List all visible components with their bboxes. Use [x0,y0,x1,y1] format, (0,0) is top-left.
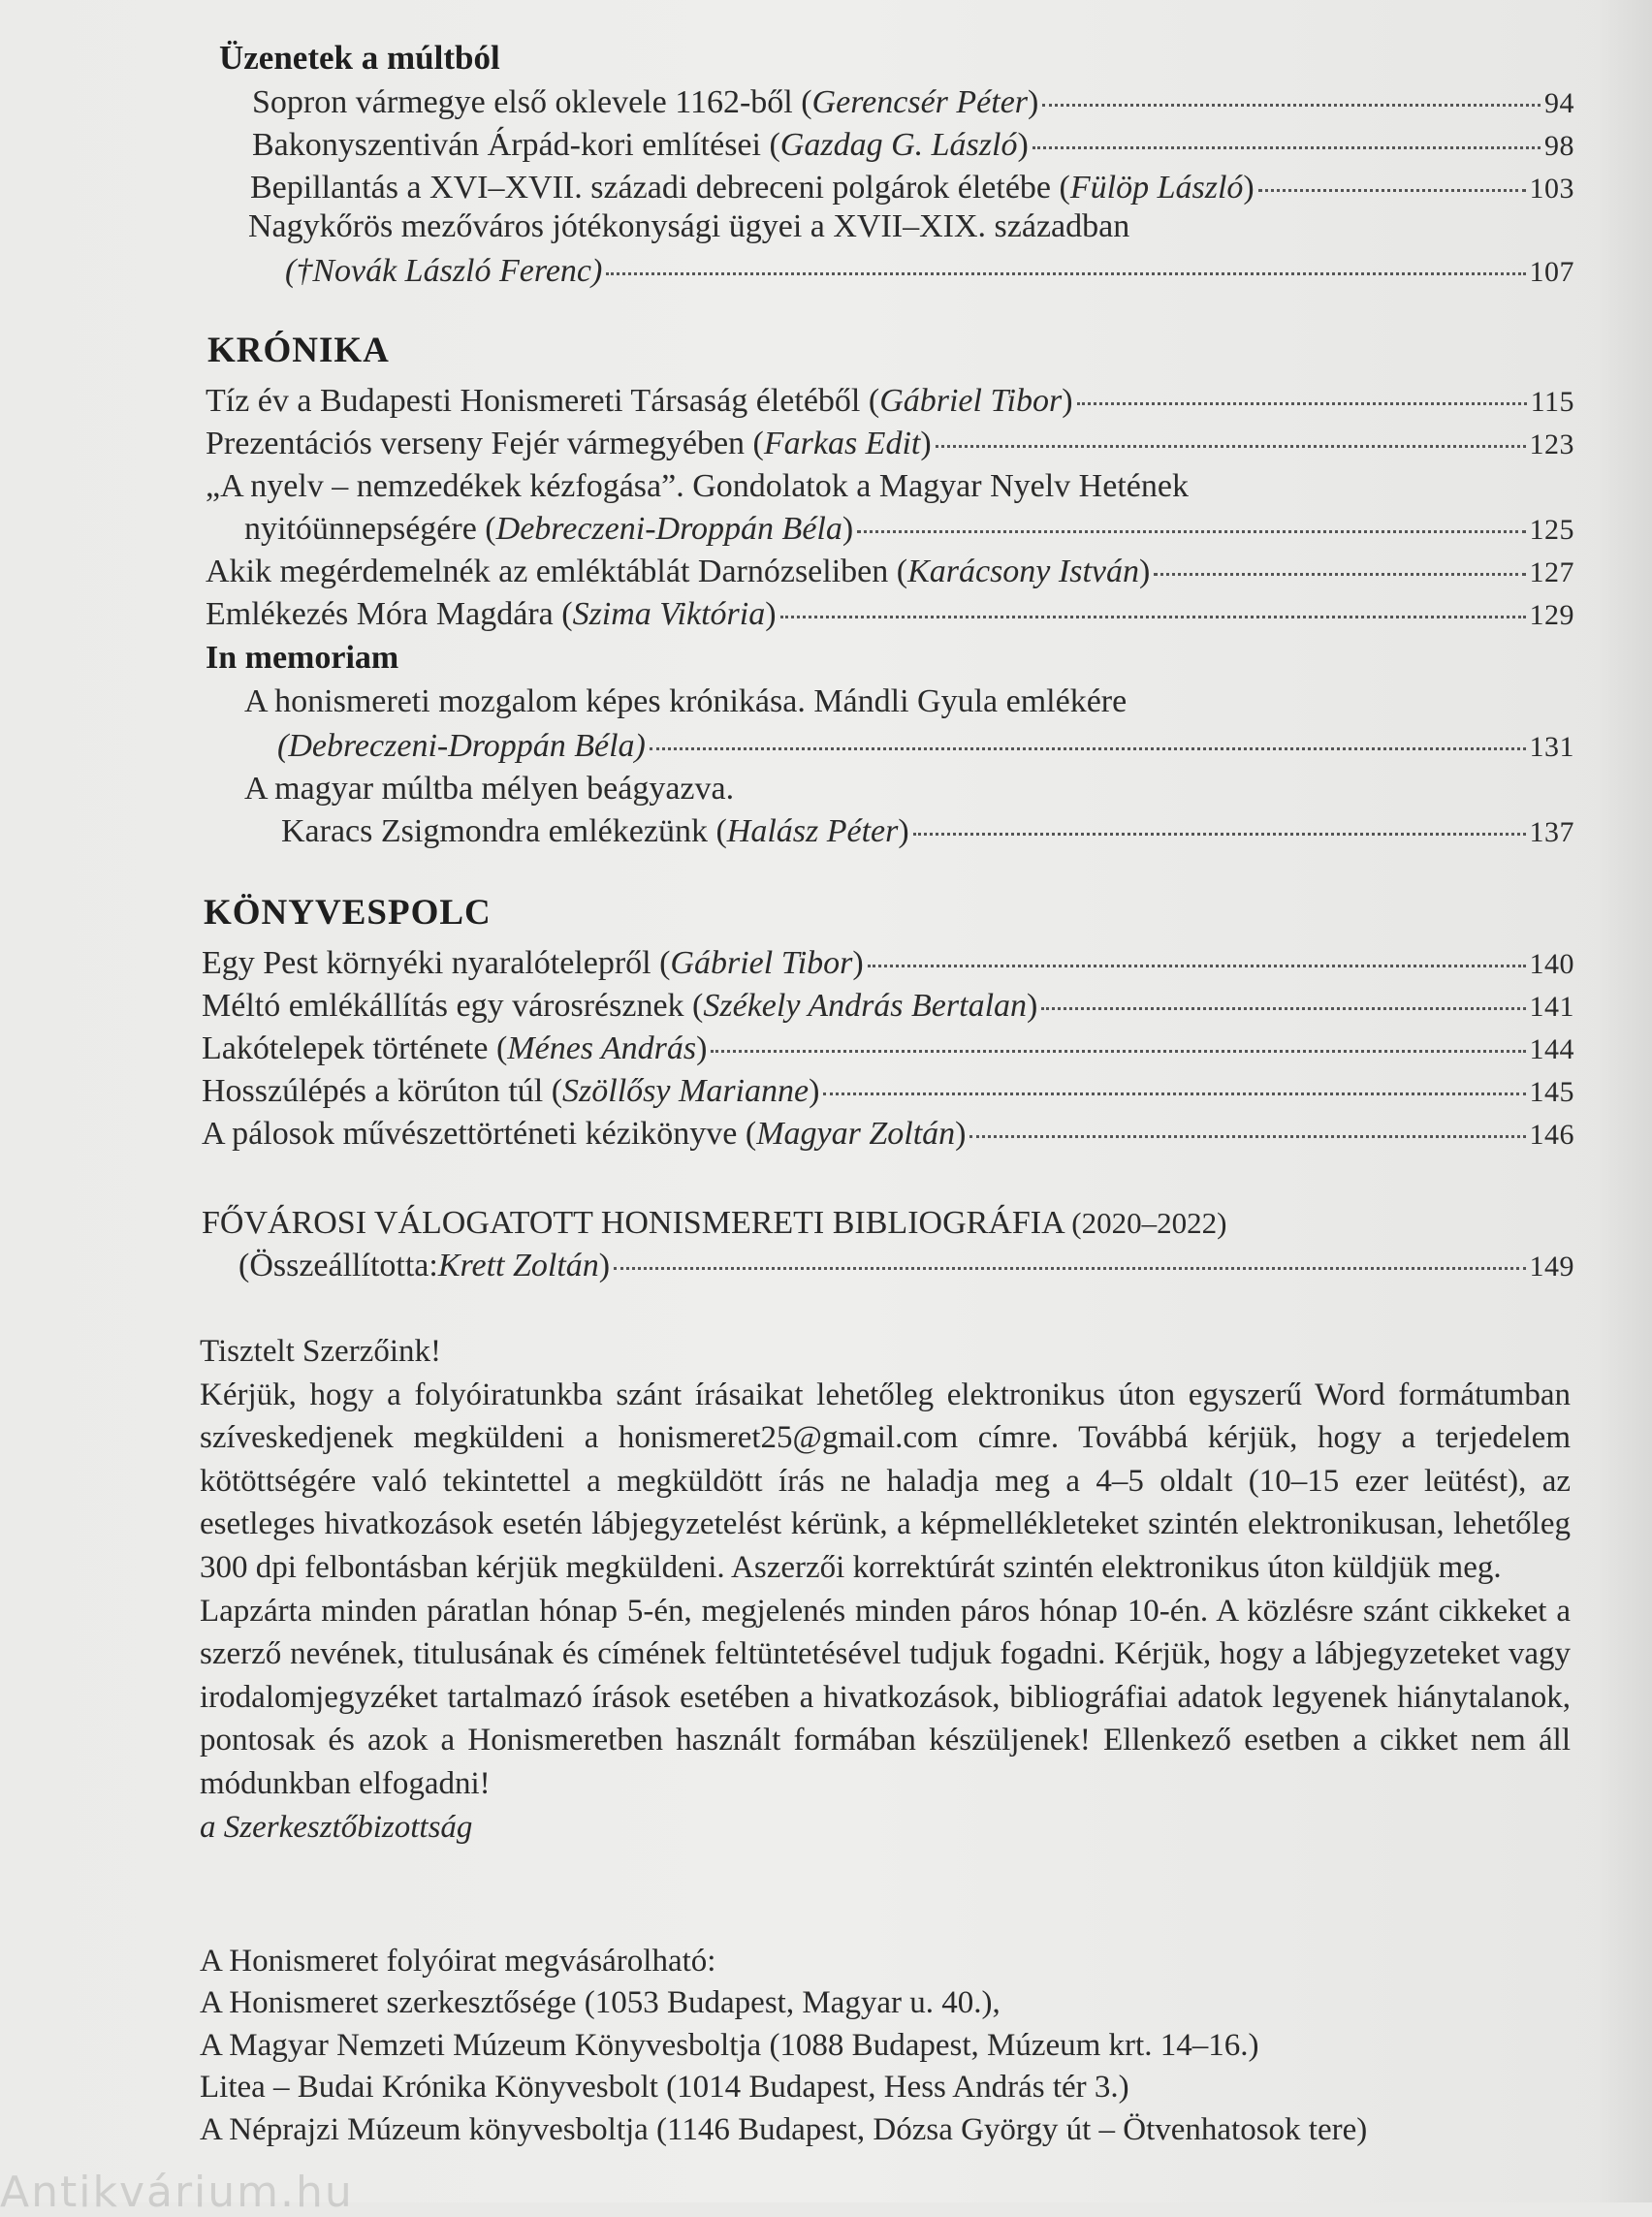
purchase-intro: A Honismeret folyóirat megvásárolható: [200,1944,716,1979]
purchase-place: A Néprajzi Múzeum könyvesboltja (1146 Budapest, Dózsa György út – Ötvenhatosok tere) [200,2111,1368,2147]
page-number: 94 [1544,87,1574,119]
toc-entry[interactable] [202,1028,1574,1071]
entry-close: ) [898,813,909,849]
leader-dots [823,1093,1525,1095]
toc-entry[interactable] [202,942,1574,986]
entry-title: Tíz év a Budapesti Honismereti Társaság életéből ( [206,383,880,419]
notice-paragraph-2: Lapzárta minden páratlan hónap 5-én, megjelenés minden páros hónap 10-én. A közlésre szánt cikkeket a szerző nevének, titulusának és címének feltüntetésével tudjuk fogadni. Kérjük, hogy a lábjegyzeteket vagy irodalomjegyzéket tartalmazó írások esetében a hivatkozások, bibliográfiai adatok legyenek hiánytalanok, pontosak és azok a Honismeretben használt formában készüljenek! Ellenkező esetben a cikket nem áll módunkban elfogadni! [200,1593,1571,1801]
page-number: 123 [1529,428,1574,460]
leader-dots [614,1267,1525,1270]
toc-entry[interactable] [281,810,1574,854]
section-title-konyvespolc: KÖNYVESPOLC [204,893,492,933]
entry-title: A honismereti mozgalom képes krónikása. Mándli Gyula emlékére [244,683,1128,719]
leader-dots [1041,1007,1525,1010]
bibliography-title [202,1202,1226,1245]
notice-greeting: Tisztelt Szerzőink! [200,1334,441,1369]
leader-dots [969,1135,1525,1138]
page-number: 129 [1529,599,1574,631]
toc-entry[interactable] [252,81,1574,125]
notice-signature: a Szerkesztőbizottság [200,1809,473,1845]
leader-dots [1154,573,1525,576]
entry-title: Sopron vármegye első oklevele 1162-ből ( [252,84,812,120]
entry-author: (†Novák László Ferenc) [285,253,603,289]
page-number: 137 [1529,816,1574,848]
toc-entry[interactable] [202,1113,1574,1156]
page-number: 107 [1529,256,1574,288]
entry-close: ) [920,426,932,461]
leader-dots [936,445,1526,448]
entry-title: Bepillantás a XVI–XVII. századi debreceni polgárok életébe ( [250,170,1070,206]
toc-entry[interactable] [206,380,1574,424]
entry-author: Székely András Bertalan [703,988,1028,1024]
toc-entry[interactable] [250,167,1574,210]
page-number: 149 [1529,1251,1574,1283]
leader-dots [1042,104,1541,107]
purchase-info [200,1941,1571,2151]
author-notice [200,1330,1571,1849]
page-number: 131 [1529,731,1574,763]
toc-entry[interactable] [244,508,1574,552]
entry-author: Karácsony István [907,554,1139,589]
entry-title: Hosszúlépés a körúton túl ( [202,1073,563,1109]
entry-close: ) [765,596,777,632]
leader-dots [606,272,1525,275]
entry-close: ) [1028,84,1039,120]
entry-author: Gábriel Tibor [670,945,853,981]
entry-title: A pálosok művészettörténeti kézikönyve ( [202,1116,757,1152]
leader-dots [868,965,1526,967]
entry-title-cont: Karacs Zsigmondra emlékezünk ( [281,813,727,849]
entry-title: Emlékezés Móra Magdára ( [206,596,573,632]
toc-entry[interactable] [206,423,1574,466]
purchase-place: Litea – Budai Krónika Könyvesbolt (1014 Budapest, Hess András tér 3.) [200,2070,1129,2106]
notice-paragraph-1: Kérjük, hogy a folyóiratunkba szánt írásaikat lehetőleg elektronikus úton egyszerű Word formátumban szíveskedjenek megküldeni a honismeret25@gmail.com címre. Továbbá kérjük, hogy a terjedelem kötöttségére való tekintettel a megküldött írás ne haladja meg a 4–5 oldalt (10–15 ezer leütést), az esetleges hivatkozások esetén lábjegyzetelést kérünk, a képmellékleteket szintén elektronikusan, lehetőleg 300 dpi felbontásban kérjük megküldeni. Aszerzői korrektúrát szintén elektronikus úton küldjük meg. [200,1377,1571,1585]
entry-close: ) [696,1030,708,1066]
bibliography-years: (2020–2022) [1071,1206,1227,1240]
page-number: 103 [1529,173,1574,205]
entry-author: Ménes András [507,1030,697,1066]
entry-author: Szima Viktória [572,596,766,632]
watermark: Antikvárium.hu [0,2168,354,2217]
section-title-uzenetek: Üzenetek a múltból [219,39,500,77]
entry-author: Magyar Zoltán [756,1116,956,1152]
entry-title: Lakótelepek története ( [202,1030,508,1066]
page-number: 141 [1529,991,1574,1023]
toc-entry[interactable] [206,551,1574,594]
entry-close: ) [1139,554,1151,589]
leader-dots [780,616,1526,618]
entry-author: (Debreczeni-Droppán Béla) [277,728,646,764]
toc-entry[interactable] [206,593,1574,637]
page-number: 125 [1529,514,1574,546]
entry-close: ) [809,1073,820,1109]
page-number: 115 [1530,386,1574,418]
entry-close: ) [852,945,864,981]
entry-title: Egy Pest környéki nyaralótelepről ( [202,945,671,981]
entry-title: „A nyelv – nemzedékek kézfogása”. Gondolatok a Magyar Nyelv Hetének [206,468,1189,504]
entry-title: Nagykőrös mezőváros jótékonysági ügyei a XVII–XIX. században [248,208,1130,244]
entry-close: ) [842,511,854,547]
entry-close: ) [1243,170,1255,206]
entry-close: ) [598,1248,611,1283]
entry-close: ) [955,1116,967,1152]
leader-dots [711,1050,1525,1053]
leader-dots [650,747,1526,750]
entry-title: Méltó emlékállítás egy városrésznek ( [202,988,704,1024]
page-number: 127 [1529,556,1574,588]
entry-author: Gazdag G. László [779,127,1018,163]
toc-entry[interactable] [202,985,1574,1029]
leader-dots [1077,402,1527,405]
entry-author: Fülöp László [1069,170,1244,206]
page-number: 140 [1529,948,1574,980]
page-edge-shadow [1594,0,1652,2202]
leader-dots [1258,189,1526,192]
entry-title: Akik megérdemelnék az emléktáblát Darnózseliben ( [206,554,908,589]
compiled-prefix: (Összeállította: [238,1248,438,1283]
page-number: 144 [1529,1033,1574,1065]
purchase-place: A Magyar Nemzeti Múzeum Könyvesboltja (1088 Budapest, Múzeum krt. 14–16.) [200,2027,1259,2063]
entry-author: Szöllősy Marianne [562,1073,810,1109]
page-number: 145 [1529,1076,1574,1108]
entry-author: Farkas Edit [763,426,921,461]
entry-title: Prezentációs verseny Fejér vármegyében ( [206,426,764,461]
leader-dots [913,833,1526,836]
entry-author: Gábriel Tibor [879,383,1063,419]
entry-close: ) [1027,988,1038,1024]
toc-entry[interactable] [238,1245,1574,1288]
page-number: 98 [1544,130,1574,162]
leader-dots [857,530,1525,533]
subsection-title-in-memoriam: In memoriam [206,640,399,676]
toc-entry[interactable] [202,1070,1574,1114]
entry-close: ) [1017,127,1029,163]
toc-entry[interactable] [277,725,1574,769]
entry-title: Bakonyszentiván Árpád-kori említései ( [252,127,780,163]
section-title-kronika: KRÓNIKA [207,331,390,370]
page-number: 146 [1529,1119,1574,1151]
purchase-place: A Honismeret szerkesztősége (1053 Budapest, Magyar u. 40.), [200,1985,1001,2021]
toc-entry[interactable] [252,124,1574,168]
entry-author: Halász Péter [726,813,899,849]
entry-author: Debreczeni-Droppán Béla [495,511,842,547]
bibliography-title-text: FŐVÁROSI VÁLOGATOTT HONISMERETI BIBLIOGRÁFIA [202,1205,1064,1241]
toc-entry[interactable] [285,250,1574,294]
entry-title: A magyar múltba mélyen beágyazva. [244,771,735,807]
entry-author: Krett Zoltán [437,1248,599,1283]
entry-author: Gerencsér Péter [811,84,1029,120]
leader-dots [1032,146,1541,149]
entry-close: ) [1062,383,1073,419]
entry-title-cont: nyitóünnepségére ( [244,511,496,547]
